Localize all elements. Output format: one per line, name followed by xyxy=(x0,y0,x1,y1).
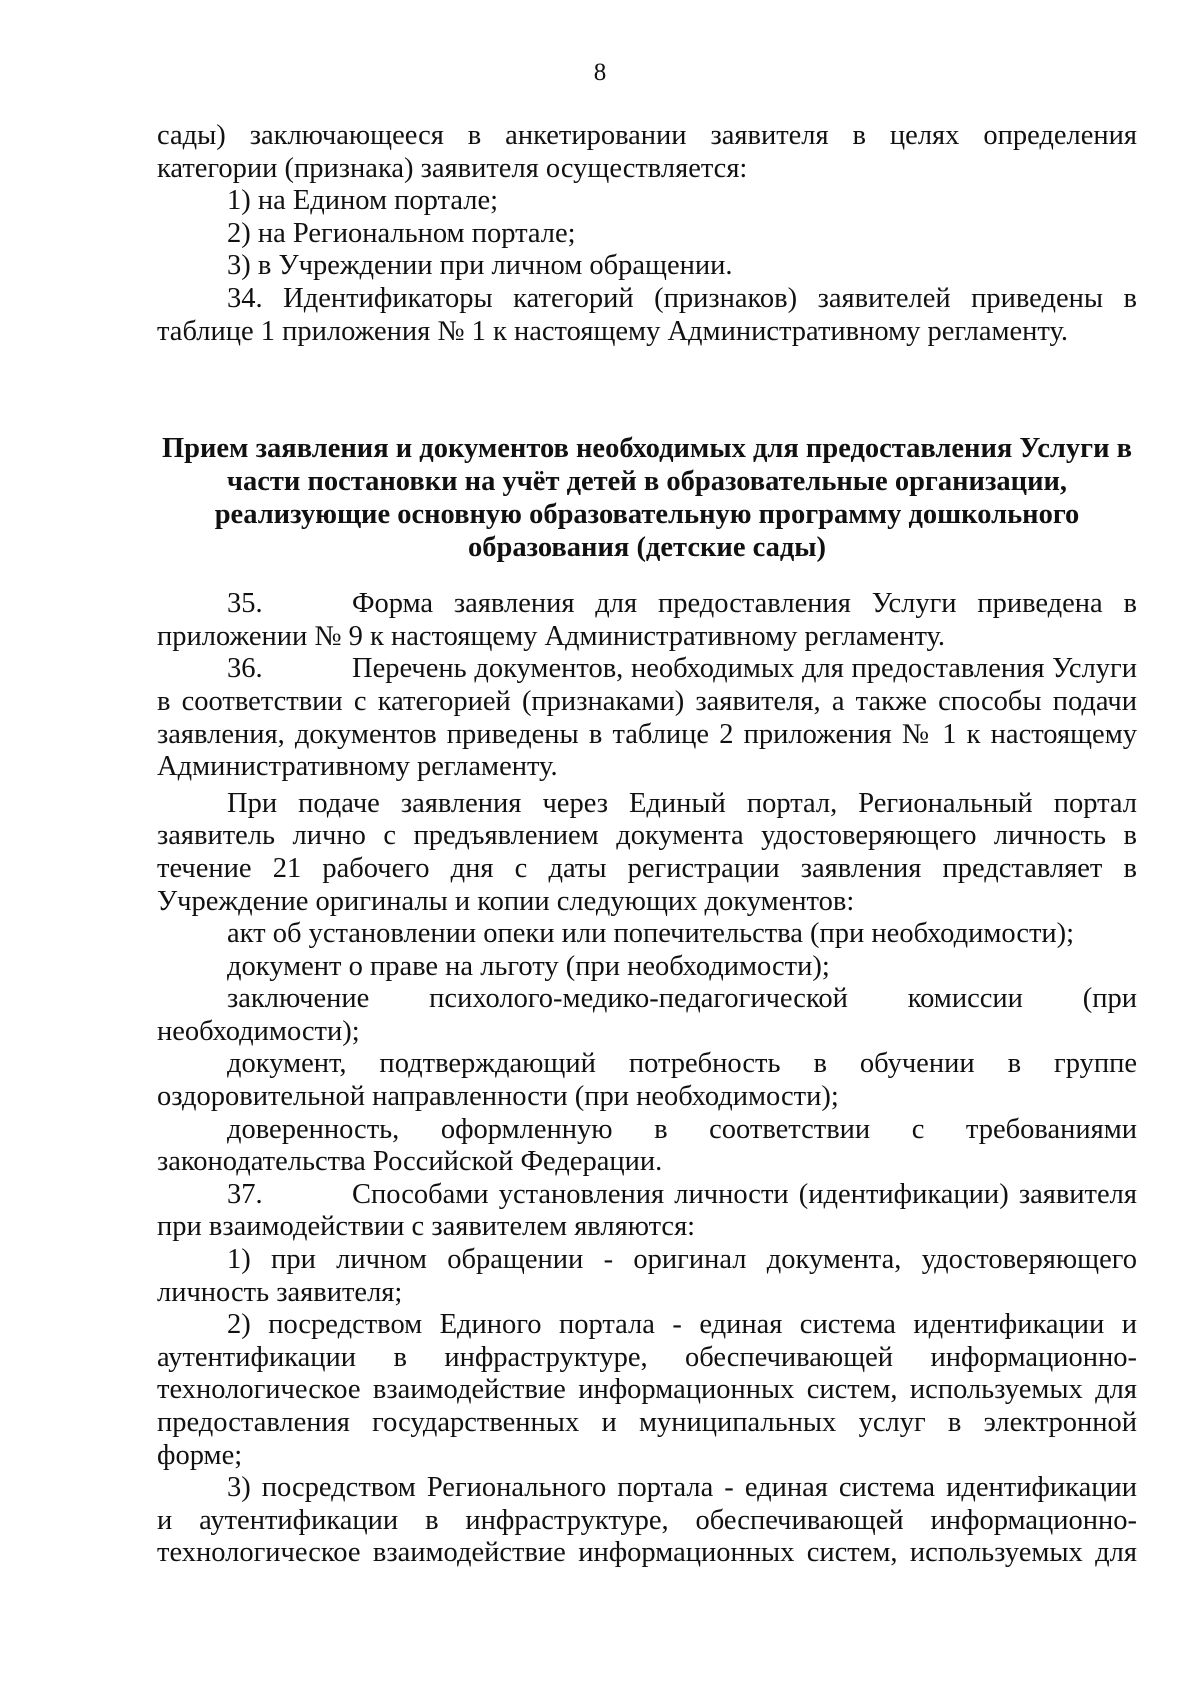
text-line: законодательства Российской Федерации. xyxy=(157,1146,663,1178)
text-line: и аутентификации в инфраструктуре, обеспечивающей информационно- xyxy=(157,1504,1137,1536)
paragraph-text: Перечень документов, необходимых для предоставления Услуги xyxy=(352,653,1137,685)
paragraph-37 xyxy=(157,1179,1137,1244)
paragraph-text: Форма заявления для предоставления Услуги приведена в xyxy=(352,588,1137,620)
section-heading xyxy=(157,432,1137,564)
text-line: при взаимодействии с заявителем являются: xyxy=(157,1211,696,1243)
list-item: 1) на Едином портале; xyxy=(227,185,499,217)
heading-line: Прием заявления и документов необходимых для предоставления Услуги в xyxy=(161,433,1133,465)
list-item: акт об установлении опеки или попечительства (при необходимости); xyxy=(227,918,1075,950)
text-line: заявления, документов приведены в таблице 2 приложения № 1 к настоящему xyxy=(157,718,1137,750)
list-item: заключение психолого-медико-педагогической комиссии (при xyxy=(227,983,1137,1015)
text-line: в соответствии с категорией (признаками) заявителя, а также способы подачи xyxy=(157,685,1137,717)
paragraph-number: 36. xyxy=(227,653,263,685)
paragraph-36 xyxy=(157,653,1137,783)
list-item: документ, подтверждающий потребность в обучении в группе xyxy=(227,1048,1137,1080)
document-body xyxy=(157,120,1137,1570)
text-line: таблице 1 приложения № 1 к настоящему Административному регламенту. xyxy=(157,315,1069,347)
submission-paragraph xyxy=(157,788,1137,918)
paragraph-number: 35. xyxy=(227,588,263,620)
identification-methods xyxy=(157,1244,1137,1570)
list-item: доверенность, оформленную в соответствии с требованиями xyxy=(227,1113,1137,1145)
text-line: предоставления государственных и муниципальных услуг в электронной xyxy=(157,1407,1137,1438)
text-line: форме; xyxy=(157,1439,243,1471)
paragraph-35 xyxy=(157,588,1137,653)
list-item: 3) посредством Регионального портала - единая система идентификации xyxy=(227,1472,1137,1504)
text-line: необходимости); xyxy=(157,1015,360,1047)
list-item: 3) в Учреждении при личном обращении. xyxy=(227,250,733,282)
text-line: Административному регламенту. xyxy=(157,751,558,783)
text-line xyxy=(157,653,1137,686)
documents-list xyxy=(157,918,1137,1179)
heading-line: реализующие основную образовательную программу дошкольного xyxy=(214,499,1080,531)
text-line: оздоровительной направленности (при необходимости); xyxy=(157,1081,839,1113)
page-number: 8 xyxy=(593,59,607,86)
text-line: технологическое взаимодействие информационных систем, используемых для xyxy=(157,1374,1137,1406)
list-item: документ о праве на льготу (при необходимости); xyxy=(227,950,830,982)
list-item: 2) посредством Единого портала - единая система идентификации и xyxy=(227,1309,1137,1341)
text-line: заявитель лично с предъявлением документа удостоверяющего личность в xyxy=(157,820,1137,852)
text-line: аутентификации в инфраструктуре, обеспечивающей информационно- xyxy=(157,1341,1137,1373)
text-line: Учреждение оригиналы и копии следующих документов: xyxy=(157,885,855,917)
text-line: сады) заключающееся в анкетировании заявителя в целях определения xyxy=(157,120,1137,151)
text-line: категории (признака) заявителя осуществляется: xyxy=(157,152,748,184)
text-line xyxy=(157,1179,1137,1212)
text-line: 34. Идентификаторы категорий (признаков) заявителей приведены в xyxy=(227,282,1137,314)
text-line: При подаче заявления через Единый портал, Региональный портал xyxy=(227,787,1137,819)
text-line: технологическое взаимодействие информационных систем, используемых для xyxy=(157,1537,1137,1569)
heading-line: образования (детские сады) xyxy=(467,532,827,564)
intro-paragraph xyxy=(157,120,1137,348)
paragraph-number: 37. xyxy=(227,1178,263,1210)
list-item: 2) на Региональном портале; xyxy=(227,217,576,249)
text-line: личность заявителя; xyxy=(157,1276,403,1308)
paragraph-text: Способами установления личности (идентификации) заявителя xyxy=(352,1178,1137,1210)
text-line: течение 21 рабочего дня с даты регистрации заявления представляет в xyxy=(157,852,1137,884)
text-line xyxy=(157,588,1137,621)
text-line: приложении № 9 к настоящему Административному регламенту. xyxy=(157,620,946,652)
list-item: 1) при личном обращении - оригинал документа, удостоверяющего xyxy=(227,1244,1137,1276)
heading-line: части постановки на учёт детей в образовательные организации, xyxy=(226,466,1068,498)
